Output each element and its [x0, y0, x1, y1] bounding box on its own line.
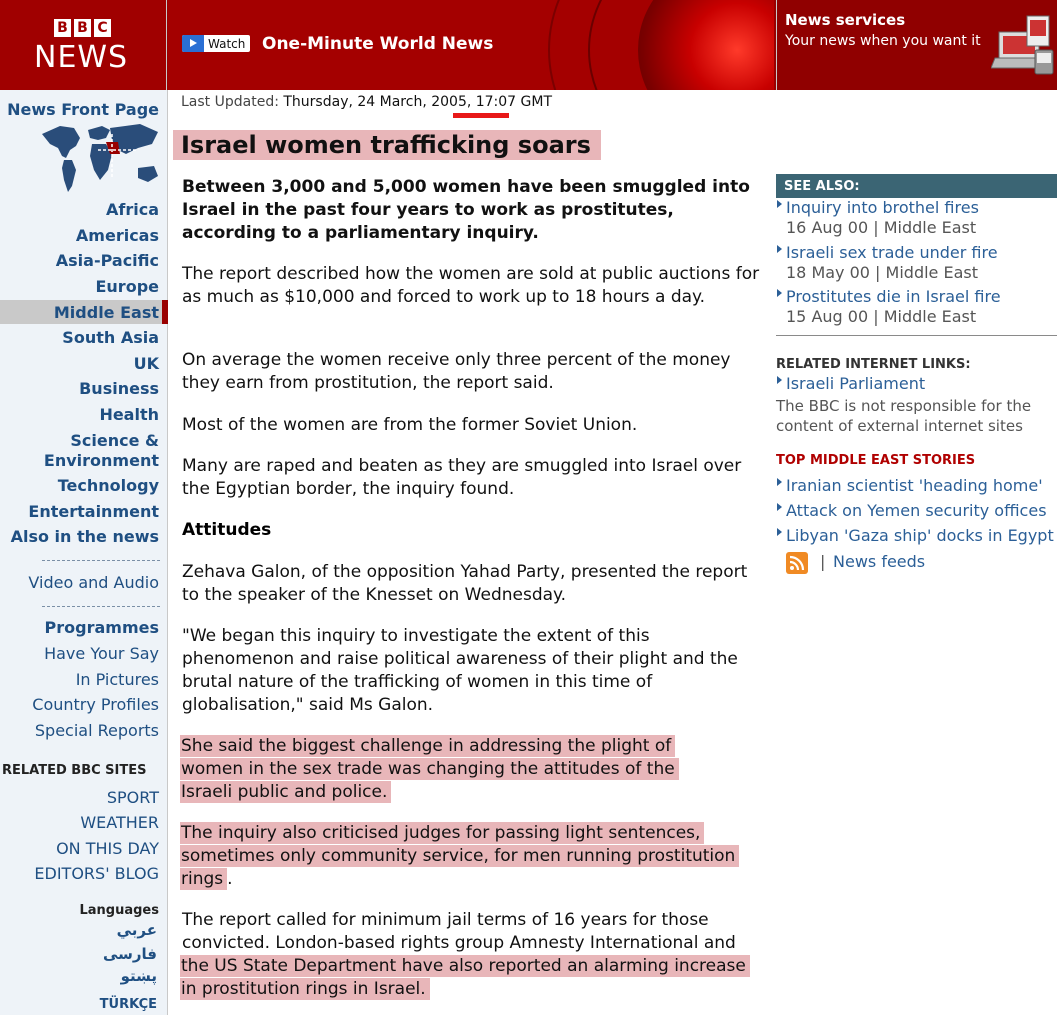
globe-icon — [638, 0, 774, 90]
watch-label: Watch — [208, 36, 246, 51]
services-description: Your news when you want it — [785, 33, 981, 49]
see-also-link[interactable]: Israeli sex trade under fire — [776, 243, 1057, 263]
nav-video-audio[interactable]: Video and Audio — [28, 573, 159, 592]
nav-health[interactable]: Health — [99, 405, 159, 424]
related-link-item — [776, 374, 1057, 394]
logo-letter-c: C — [94, 19, 111, 37]
nav-asia-pacific[interactable]: Asia-Pacific — [55, 251, 159, 270]
article-paragraph: "We began this inquiry to investigate the extent of this phenomenon and raise political awareness of their plight and the brutal nature of the trafficking of women in this time of globalisation," said Ms Galon. — [182, 626, 738, 715]
see-also-item — [776, 198, 1057, 238]
nav-uk[interactable]: UK — [133, 354, 159, 373]
related-bbc-sites-label: RELATED BBC SITES — [2, 763, 147, 778]
article-subhead: Attitudes — [182, 520, 272, 540]
bbc-news-logo[interactable] — [0, 0, 167, 90]
paragraph-end: . — [227, 869, 233, 889]
nav-on-this-day[interactable]: ON THIS DAY — [56, 839, 159, 858]
see-also-header: SEE ALSO: — [776, 176, 1057, 198]
top-story-item — [776, 476, 1057, 496]
nav-country-profiles[interactable]: Country Profiles — [32, 695, 159, 714]
article-paragraph: Many are raped and beaten as they are smuggled into Israel over the Egyptian border, the inquiry found. — [182, 456, 742, 499]
external-sites-disclaimer: The BBC is not responsible for the content of external internet sites — [776, 397, 1032, 435]
nav-south-asia[interactable]: South Asia — [62, 328, 159, 347]
news-feeds-link[interactable]: News feeds — [833, 552, 926, 571]
site-header — [0, 0, 1057, 90]
top-story-item — [776, 501, 1057, 521]
one-minute-news-banner[interactable] — [168, 0, 774, 90]
related-internet-links-header: RELATED INTERNET LINKS: — [776, 357, 971, 372]
top-story-link[interactable]: Attack on Yemen security offices — [776, 501, 1057, 521]
nav-environment[interactable]: Environment — [43, 451, 159, 470]
nav-americas[interactable]: Americas — [75, 226, 159, 245]
see-also-meta: 16 Aug 00 | Middle East — [786, 218, 977, 237]
feeds-separator: | — [820, 552, 826, 571]
article-paragraph: The report described how the women are sold at public auctions for as much as $10,000 and forced to work up to 18 hours a day. — [182, 264, 760, 307]
see-also-meta: 15 Aug 00 | Middle East — [786, 307, 977, 326]
lang-turkish[interactable]: TÜRKÇE — [99, 997, 157, 1012]
article-paragraph: Most of the women are from the former Soviet Union. — [182, 415, 638, 435]
see-also-link[interactable]: Prostitutes die in Israel fire — [776, 287, 1057, 307]
article-intro: Between 3,000 and 5,000 women have been smuggled into Israel in the past four years to work as prostitutes, according to a parliamentary inquiry. — [182, 177, 750, 243]
see-also-item — [776, 243, 1057, 283]
logo-news-word: NEWS — [34, 40, 129, 75]
nav-divider — [42, 606, 160, 607]
article-paragraph-highlighted — [182, 822, 747, 891]
lang-pashto[interactable]: پښتو — [120, 967, 157, 985]
lang-arabic[interactable]: عربي — [116, 921, 157, 939]
top-story-item — [776, 526, 1057, 546]
nav-entertainment[interactable]: Entertainment — [28, 502, 159, 521]
news-services-promo[interactable] — [776, 0, 1057, 90]
highlighted-text: She said the biggest challenge in addressing the plight of women in the sex trade was changing the attitudes of the Israeli public and police. — [180, 735, 679, 803]
nav-science[interactable]: Science & — [70, 431, 159, 450]
see-also-item — [776, 287, 1057, 327]
see-also-meta: 18 May 00 | Middle East — [786, 263, 978, 282]
nav-news-front-page[interactable]: News Front Page — [7, 100, 159, 119]
nav-divider — [42, 560, 160, 561]
nav-technology[interactable]: Technology — [57, 476, 159, 495]
logo-letter-b2: B — [74, 19, 91, 37]
banner-title[interactable]: One-Minute World News — [262, 34, 494, 54]
article-paragraph: Zehava Galon, of the opposition Yahad Party, presented the report to the speaker of the Knesset on Wednesday. — [182, 562, 748, 605]
languages-label: Languages — [79, 903, 159, 918]
nav-in-pictures[interactable]: In Pictures — [75, 670, 159, 689]
left-navigation — [0, 90, 168, 1015]
highlighted-text: the US State Department have also reported an alarming increase in prostitution rings in Israel. — [180, 955, 750, 1000]
related-link-israeli-parliament[interactable]: Israeli Parliament — [776, 374, 1057, 394]
last-updated — [181, 94, 552, 110]
top-story-link[interactable]: Libyan 'Gaza ship' docks in Egypt — [776, 526, 1057, 546]
last-updated-label: Last Updated: — [181, 94, 279, 110]
world-map-icon[interactable] — [40, 120, 164, 196]
top-stories-header: TOP MIDDLE EAST STORIES — [776, 453, 976, 468]
see-also-link[interactable]: Inquiry into brothel fires — [776, 198, 1057, 218]
nav-weather[interactable]: WEATHER — [80, 813, 159, 832]
devices-icon — [991, 10, 1055, 78]
nav-business[interactable]: Business — [79, 379, 159, 398]
last-updated-value: Thursday, 24 March, 2005, 17:07 GMT — [283, 94, 553, 110]
play-icon — [182, 35, 204, 52]
article-headline: Israel women trafficking soars — [173, 130, 601, 160]
nav-have-your-say[interactable]: Have Your Say — [44, 644, 159, 663]
nav-middle-east[interactable]: Middle East — [53, 303, 159, 322]
article-paragraph — [182, 909, 762, 1001]
nav-special-reports[interactable]: Special Reports — [34, 721, 159, 740]
nav-editors-blog[interactable]: EDITORS' BLOG — [34, 864, 159, 883]
paragraph-text: The report called for minimum jail terms of 16 years for those convicted. London-based rights group Amnesty International and — [182, 910, 736, 953]
nav-programmes[interactable]: Programmes — [44, 618, 159, 637]
highlighted-text: The inquiry also criticised judges for passing light sentences, sometimes only community service, for men running prostitution rings — [180, 822, 739, 890]
nav-sport[interactable]: SPORT — [106, 788, 159, 807]
nav-also-in-the-news[interactable]: Also in the news — [10, 527, 159, 546]
nav-europe[interactable]: Europe — [95, 277, 159, 296]
nav-africa[interactable]: Africa — [106, 200, 159, 219]
rss-glyph — [789, 555, 805, 571]
services-title[interactable]: News services — [785, 11, 906, 29]
top-story-link[interactable]: Iranian scientist 'heading home' — [776, 476, 1057, 496]
year-underline-annotation — [453, 113, 509, 118]
article-paragraph: On average the women receive only three percent of the money they earn from prostitution, the report said. — [182, 350, 731, 393]
bbc-blocks — [54, 19, 111, 37]
logo-letter-b1: B — [54, 19, 71, 37]
watch-button[interactable] — [182, 35, 250, 52]
right-column-divider — [776, 335, 1057, 336]
lang-persian[interactable]: فارسی — [102, 945, 157, 963]
article-paragraph-highlighted — [182, 735, 722, 804]
rss-icon[interactable] — [786, 552, 808, 574]
